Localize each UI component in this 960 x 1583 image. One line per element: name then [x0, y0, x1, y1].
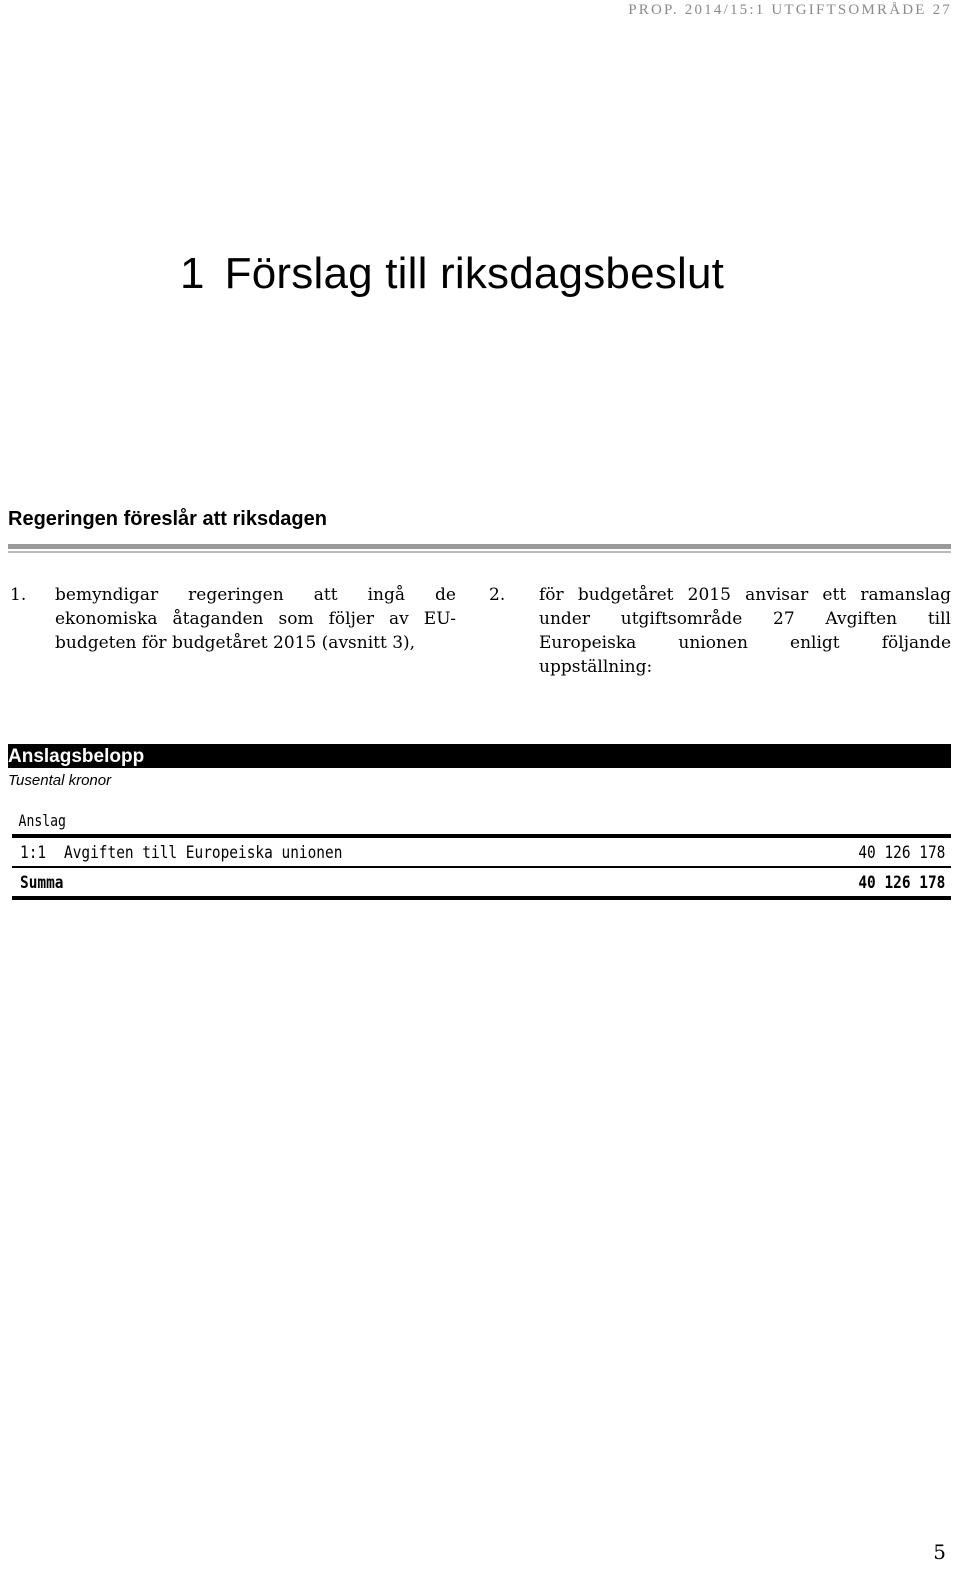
- section-divider: [8, 544, 951, 549]
- proposal-text: för budgetåret 2015 anvisar ett ramanslag under utgiftsområde 27 Avgiften till Europeiska unionen enligt följande uppställning:: [539, 585, 951, 677]
- intro-text: Regeringen föreslår att riksdagen: [8, 508, 327, 530]
- table-title: Anslagsbelopp: [8, 744, 951, 768]
- section-divider-thin: [8, 551, 951, 553]
- proposal-text: bemyndigar regeringen att ingå de ekonomiska åtaganden som följer av EU-budgeten för budgetåret 2015 (avsnitt 3),: [55, 585, 456, 653]
- table-row: [12, 838, 951, 866]
- page-number: 5: [933, 1540, 946, 1564]
- footer-rule: [12, 896, 951, 900]
- row-code: 1:1: [20, 843, 47, 863]
- proposal-item-2: [489, 583, 951, 679]
- chapter-title-text: Förslag till riksdagsbeslut: [224, 249, 725, 298]
- sum-amount: 40 126 178: [857, 873, 945, 893]
- column-header-anslag: Anslag: [18, 811, 66, 830]
- row-amount: 40 126 178: [857, 843, 945, 863]
- sum-label: Summa: [20, 873, 64, 893]
- row-description: Avgiften till Europeiska unionen: [64, 843, 343, 863]
- chapter-title: [180, 250, 724, 298]
- proposal-number: 2.: [489, 585, 506, 605]
- running-header: PROP. 2014/15:1 UTGIFTSOMRÅDE 27: [628, 2, 952, 18]
- sum-row: [12, 868, 951, 896]
- table-subtitle: Tusental kronor: [8, 772, 112, 789]
- chapter-number: 1: [180, 249, 205, 298]
- proposal-item-1: [10, 583, 456, 655]
- proposal-number: 1.: [10, 585, 27, 605]
- appropriation-table: [8, 744, 951, 893]
- table-body: [12, 808, 951, 900]
